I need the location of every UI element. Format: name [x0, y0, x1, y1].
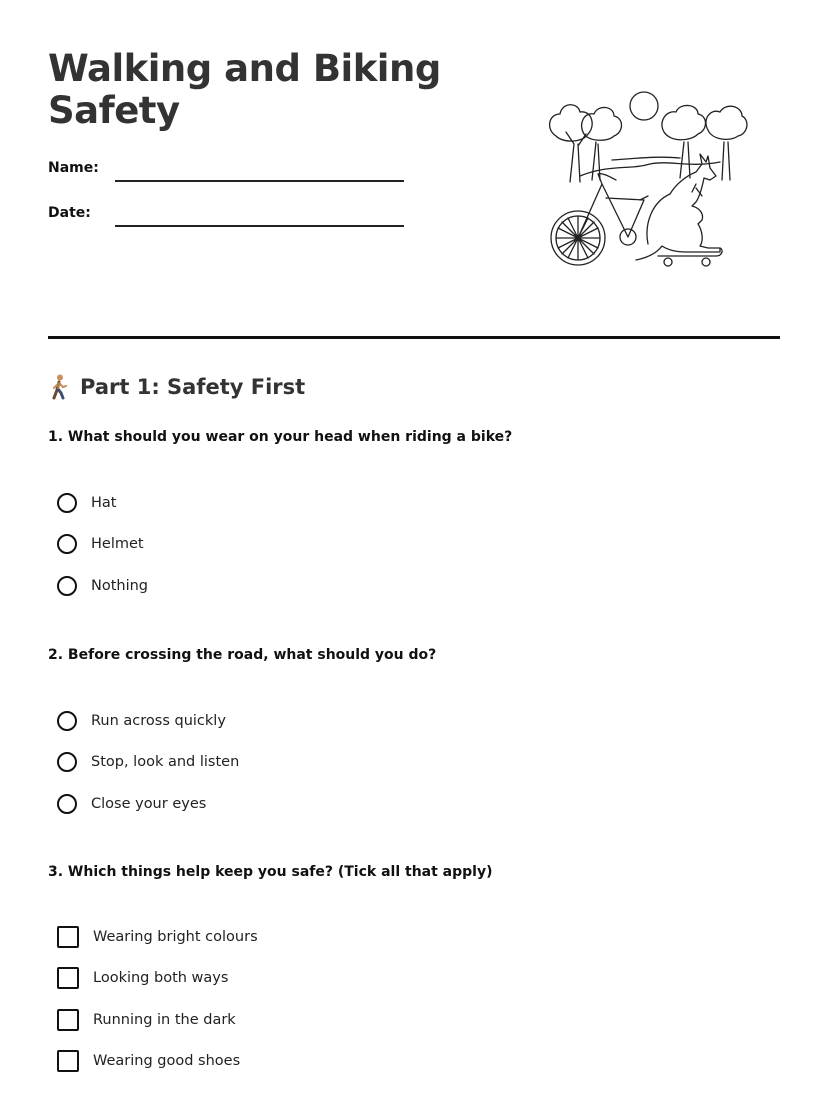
name-field[interactable] [115, 180, 404, 182]
option-label: Helmet [91, 536, 144, 552]
option-label: Hat [91, 495, 117, 511]
title-line-1: Walking and Biking [48, 47, 441, 90]
checkbox[interactable] [57, 1009, 79, 1031]
walking-person-icon [48, 374, 70, 400]
q3-option-running-dark[interactable] [57, 1007, 236, 1033]
radio-button[interactable] [57, 493, 77, 513]
option-label: Looking both ways [93, 970, 229, 986]
name-label: Name: [48, 160, 99, 176]
worksheet-title [48, 48, 488, 132]
option-label: Stop, look and listen [91, 754, 240, 770]
q3-option-good-shoes[interactable] [57, 1048, 240, 1074]
option-label: Wearing bright colours [93, 929, 258, 945]
radio-button[interactable] [57, 711, 77, 731]
checkbox[interactable] [57, 926, 79, 948]
q1-option-helmet[interactable] [57, 531, 144, 557]
q3-option-bright-colours[interactable] [57, 924, 258, 950]
question-3: 3. Which things help keep you safe? (Tick all that apply) [48, 864, 493, 880]
date-field[interactable] [115, 225, 404, 227]
checkbox[interactable] [57, 967, 79, 989]
question-1: 1. What should you wear on your head when riding a bike? [48, 429, 513, 445]
q2-option-run[interactable] [57, 708, 226, 734]
q3-option-both-ways[interactable] [57, 965, 228, 991]
radio-button[interactable] [57, 534, 77, 554]
q1-option-nothing[interactable] [57, 573, 148, 599]
question-2: 2. Before crossing the road, what should you do? [48, 647, 437, 663]
option-label: Running in the dark [93, 1012, 236, 1028]
checkbox[interactable] [57, 1050, 79, 1072]
date-label: Date: [48, 205, 91, 221]
section-divider [48, 336, 780, 339]
radio-button[interactable] [57, 576, 77, 596]
q1-option-hat[interactable] [57, 490, 116, 516]
radio-button[interactable] [57, 752, 77, 772]
option-label: Close your eyes [91, 796, 207, 812]
option-label: Nothing [91, 578, 149, 594]
option-label: Wearing good shoes [93, 1053, 241, 1069]
section-heading [48, 374, 305, 400]
kangaroo-bike-park-icon [540, 84, 760, 274]
q2-option-stop-look-listen[interactable] [57, 749, 239, 775]
radio-button[interactable] [57, 794, 77, 814]
option-label: Run across quickly [91, 713, 226, 729]
section-title: Part 1: Safety First [80, 375, 306, 399]
q2-option-close-eyes[interactable] [57, 791, 206, 817]
title-line-2: Safety [48, 89, 180, 132]
